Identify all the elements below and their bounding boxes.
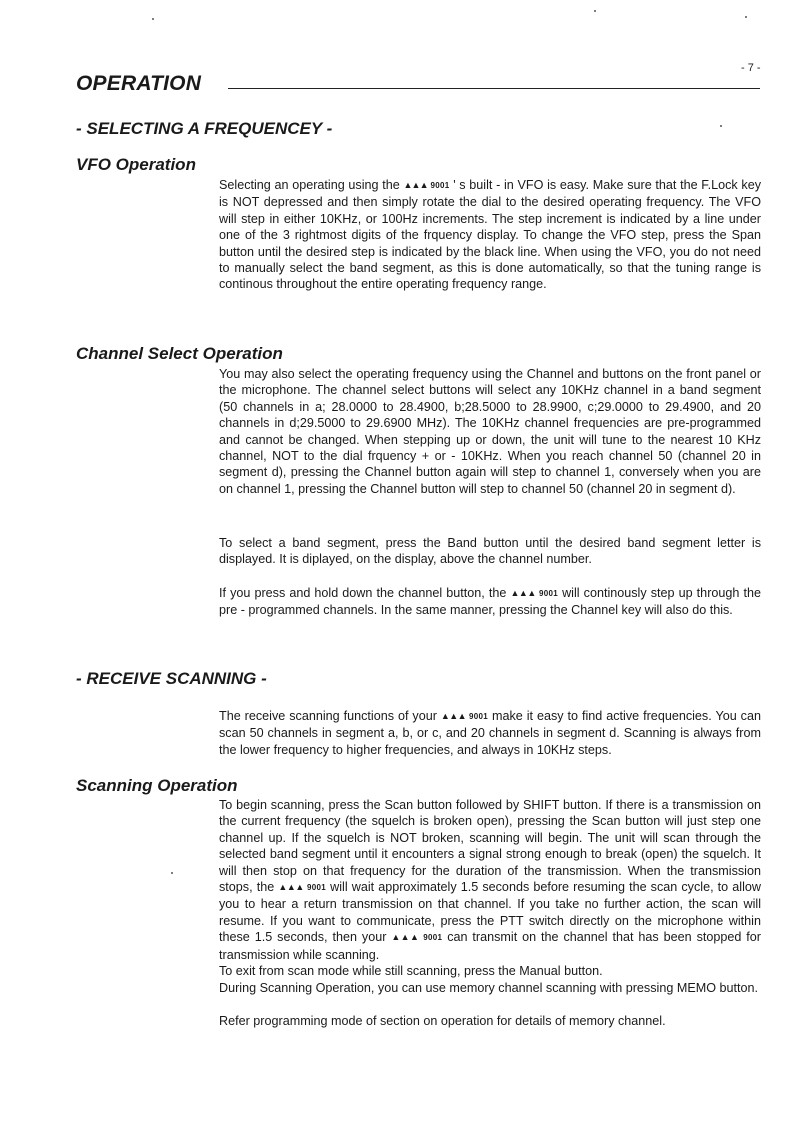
scan-text-3: can transmit on the channel that has been stopped for transmission while scanning. — [219, 930, 761, 962]
scan-speck — [152, 18, 154, 20]
subsection-heading-channel-select: Channel Select Operation — [76, 344, 283, 363]
logo-model: 9001 — [430, 181, 450, 190]
radio-logo — [441, 712, 488, 721]
channel-p3-end: will continously step up through the pre - programmed channels. In the same manner, pressing the Channel key will also do this. — [219, 586, 761, 618]
vfo-text-start: Selecting an operating using the — [219, 178, 400, 192]
subsection-heading-vfo: VFO Operation — [76, 155, 196, 174]
scan-text-1: To begin scanning, press the Scan button followed by SHIFT button. If there is a transmission on the current frequency (the squelch is broken open), pressing the Scan button will just step one channel up. If the squelch is NOT broken, scanning will begin. The unit will scan through the selected band segment until it encounters a signal strong enough to break (open) the squelch. It will then stop on that frequency for the duration of the transmission. When the transmission stops, the — [219, 798, 761, 895]
logo-model: 9001 — [539, 589, 558, 598]
scan-speck — [171, 872, 173, 874]
scan-speck — [720, 125, 722, 127]
scanning-paragraph-4: Refer programming mode of section on operation for details of memory channel. — [219, 1014, 666, 1028]
radio-logo — [278, 883, 326, 892]
logo-mark-icon: ▲▲▲ — [510, 588, 536, 598]
receive-paragraph — [219, 708, 761, 758]
logo-mark-icon: ▲▲▲ — [391, 932, 420, 943]
logo-mark-icon: ▲▲▲ — [440, 711, 466, 721]
logo-model: 9001 — [423, 933, 443, 943]
scan-speck — [745, 16, 747, 18]
scanning-paragraph-1 — [219, 797, 761, 963]
logo-model: 9001 — [307, 883, 327, 893]
logo-model: 9001 — [468, 712, 488, 721]
channel-paragraph-3 — [219, 585, 761, 619]
page-number: - 7 - — [741, 62, 761, 74]
section-heading-receive-scanning: - RECEIVE SCANNING - — [76, 669, 267, 688]
vfo-text-end: ' s built - in VFO is easy. Make sure that the F.Lock key is NOT depressed and then simply rotate the dial to the desired operating frequency. The VFO will step in either 10KHz, or 100Hz increments. The step increment is indicated by a line under one of the 3 rightmost digits of the frquency display. To change the VFO step, press the Span button until the desired step is indicated by the black line. When using the VFO, you do not need to manually select the band segment, as this is done automatically, so that the tuning range is continous throughout the entire operating frequency range. — [219, 178, 762, 292]
subsection-heading-scanning: Scanning Operation — [76, 776, 238, 795]
scan-text-2: will wait approximately 1.5 seconds before resuming the scan cycle, to allow you to hear a return transmission on that channel. If you take no further action, the scan will resume. If you want to communicate, press the PTT switch directly on the microphone within these 1.5 seconds, then your — [219, 880, 761, 945]
section-heading-selecting-frequency: - SELECTING A FREQUENCEY - — [76, 119, 333, 138]
channel-paragraph-2: To select a band segment, press the Band button until the desired band segment letter is displayed. It is diplayed, on the display, above the channel number. — [219, 536, 761, 567]
vfo-paragraph — [219, 177, 761, 293]
radio-logo — [403, 181, 449, 190]
radio-logo — [391, 933, 442, 942]
scan-speck — [594, 10, 596, 12]
radio-logo — [510, 589, 558, 598]
channel-p3-start: If you press and hold down the channel button, the — [219, 586, 507, 600]
page-title: OPERATION — [76, 72, 202, 95]
logo-mark-icon: ▲▲▲ — [278, 882, 304, 893]
scanning-paragraph-3: During Scanning Operation, you can use memory channel scanning with pressing MEMO button. — [219, 981, 759, 995]
receive-text-start: The receive scanning functions of your — [219, 709, 437, 723]
title-rule — [228, 88, 760, 89]
receive-text-end: make it easy to find active frequencies. You can scan 50 channels in segment a, b, or c, and 20 channels in segment d. Scanning is always from the lower frequency to higher frequencies, and always in 10KHz steps. — [219, 709, 761, 757]
logo-mark-icon: ▲▲▲ — [403, 180, 428, 190]
channel-paragraph-1: You may also select the operating frequency using the Channel and buttons on the front panel or the microphone. The channel select buttons will select any 10KHz channel in a band segment (50 channels in a; 28.0000 to 28.4900, b;28.5000 to 28.9900, c;29.0000 to 29.4900, and 20 channels in d;29.5000 to 29.6900 MHz). The 10KHz channel frequencies are pre-programmed and cannot be changed. When stepping up or down, the unit will tune to the nearest 10 KHz channel, NOT to the dial frquency + or - 10KHz. When you reach channel 50 (channel 20 in segment d), pressing the Channel button again will step to channel 1, conversely when you are on channel 1, pressing the Channel button will step to channel 50 (channel 20 in segment d). — [219, 367, 761, 496]
scanning-paragraph-2: To exit from scan mode while still scanning, press the Manual button. — [219, 964, 603, 978]
